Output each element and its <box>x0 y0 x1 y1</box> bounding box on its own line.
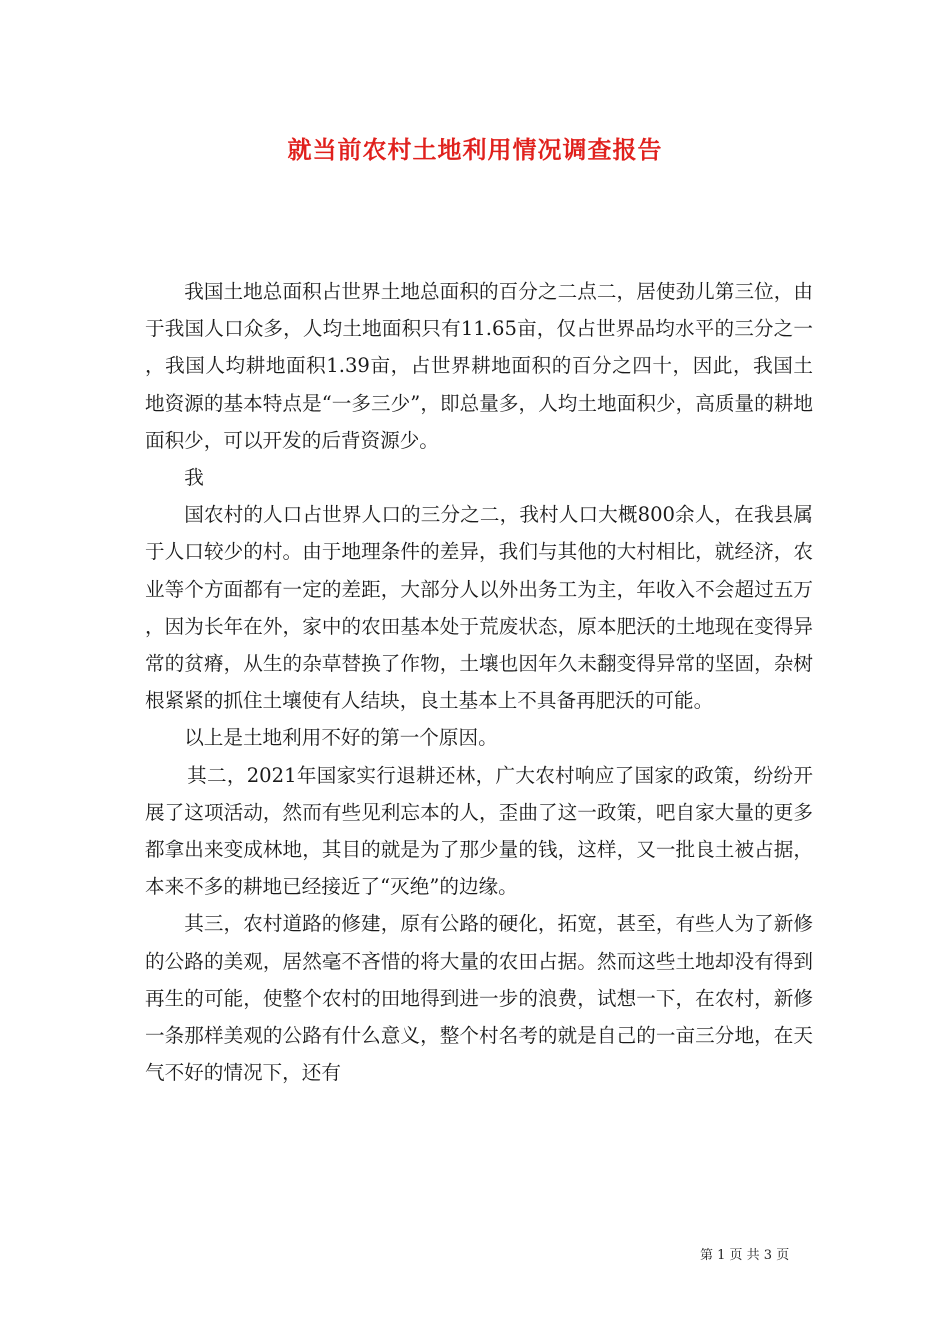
paragraph-rural-population: 国农村的人口占世界人口的三分之二，我村人口大概800余人，在我县属于人口较少的村。由于地理条件的差异，我们与其他的大村相比，就经济，农业等个方面都有一定的差距，大部分人以外出务工为主，年收入不会超过五万，因为长年在外，家中的农田基本处于荒废状态，原本肥沃的土地现在变得异常的贫瘠，从生的杂草替换了作物，土壤也因年久未翻变得异常的坚固，杂树根紧紧的抓住土壤使有人结块，良土基本上不具备再肥沃的可能。 <box>145 503 813 713</box>
paragraph-third-reason: 其三，农村道路的修建，原有公路的硬化，拓宽，甚至，有些人为了新修的公路的美观，居然毫不吝惜的将大量的农田占据。然而这些土地却没有得到再生的可能，使整个农村的田地得到进一步的浪费，试想一下，在农村，新修一条那样美观的公路有什么意义，整个村名考的就是自己的一亩三分地，在天气不好的情况下，还有 <box>145 912 813 1085</box>
document-title: 就当前农村土地利用情况调查报告 <box>287 135 663 164</box>
paragraph-land-overview: 我国土地总面积占世界土地总面积的百分之二点二，居使劲儿第三位，由于我国人口众多，人均土地面积只有11.65亩，仅占世界品均水平的三分之一，我国人均耕地面积1.39亩，占世界耕地面积的百分之四十，因此，我国土地资源的基本特点是“一多三少”，即总量多，人均土地面积少，高质量的耕地面积少，可以开发的后背资源少。 <box>145 280 813 452</box>
document-body <box>145 273 813 1091</box>
page-number: 第 1 页 共 3 页 <box>700 1248 790 1263</box>
paragraph-first-reason: 以上是土地利用不好的第一个原因。 <box>184 726 498 750</box>
paragraph-second-reason: 其二，2021年国家实行退耕还林，广大农村响应了国家的政策，纷纷开展了这项活动，然而有些见利忘本的人，歪曲了这一政策，吧自家大量的更多都拿出来变成林地，其目的就是为了那少量的钱，这样，又一批良土被占据，本来不多的耕地已经接近了“灭绝”的边缘。 <box>145 763 813 899</box>
paragraph-fragment: 我 <box>184 466 204 490</box>
